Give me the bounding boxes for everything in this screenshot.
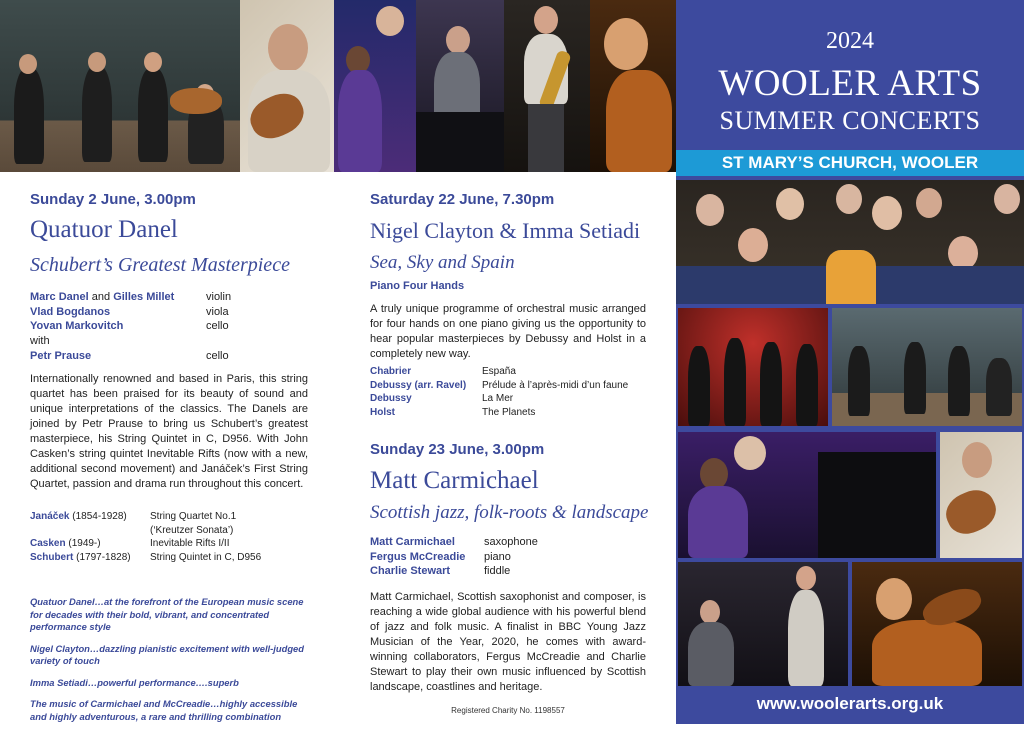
venue: ST MARY’S CHURCH, WOOLER: [721, 153, 979, 172]
jazz-duo-photo: [678, 562, 848, 686]
concert3-artist: Matt Carmichael: [370, 467, 539, 494]
performer-name: Marc Danel: [30, 291, 89, 303]
piano-duo-photo: [678, 432, 936, 558]
performer-row: [370, 535, 538, 550]
composer-dates: (1854-1928): [72, 511, 127, 522]
performer-role: violin: [206, 291, 232, 303]
performer-row: [370, 550, 538, 565]
performer-row: [370, 564, 538, 579]
performer-role: cello: [206, 349, 229, 362]
concert3-date: Sunday 23 June, 3.00pm: [370, 441, 545, 458]
programme-row: [370, 379, 628, 393]
programme-row: [370, 406, 628, 420]
programme-row: [370, 365, 628, 379]
violinist-photo-small: [940, 432, 1022, 558]
charity-number: Registered Charity No. 1198557: [451, 706, 565, 715]
concert1-date: Sunday 2 June, 3.00pm: [30, 191, 196, 208]
festival-title-line1: WOOLER ARTS: [718, 63, 982, 104]
performer-name: Petr Prause: [30, 349, 92, 362]
programme-row: [30, 524, 261, 538]
composer: Casken: [30, 538, 66, 549]
composer-dates: (1797-1828): [76, 551, 131, 563]
concert1-subtitle: Schubert’s Greatest Masterpiece: [30, 254, 290, 276]
performer-row: [30, 349, 231, 364]
concert2-description: A truly unique programme of orchestral music arranged for four hands on one piano giving us the opportunity to hear popular masterpieces by Debussy and Holst in a completely new way.: [370, 303, 646, 360]
performer-role: fiddle: [484, 565, 511, 578]
choir-photo: [676, 180, 1024, 304]
work: Prélude à l’après-midi d’un faune: [482, 379, 629, 391]
press-quotes: [30, 596, 312, 732]
programme-row: [30, 510, 261, 524]
press-quote: Quatuor Danel…at the forefront of the European music scene for decades with their bold, vibrant, and concentrated performance style: [30, 596, 304, 632]
work: España: [482, 366, 516, 377]
concert2-date: Saturday 22 June, 7.30pm: [370, 191, 555, 208]
performer-role: viola: [206, 305, 229, 318]
pianist-photo: [334, 0, 416, 172]
work: Inevitable Rifts I/II: [150, 538, 230, 549]
saxophonist-photo: [504, 0, 590, 172]
concert3-subtitle: Scottish jazz, folk-roots & landscape: [370, 502, 649, 523]
composer: Chabrier: [370, 366, 412, 377]
concert2-subtitle: Sea, Sky and Spain: [370, 252, 515, 273]
performer-name: Gilles Millet: [113, 291, 175, 303]
performer-role: piano: [484, 550, 511, 563]
work: String Quintet in C, D956: [150, 551, 262, 563]
composer: Janáček: [30, 511, 70, 522]
programme-row: [30, 551, 261, 565]
fiddler-photo: [590, 0, 676, 172]
concert1-artist: Quatuor Danel: [30, 216, 178, 243]
work: The Planets: [482, 406, 536, 418]
performer-name: Matt Carmichael: [370, 536, 455, 548]
performer-joiner: and: [91, 291, 111, 303]
performer-row: [30, 319, 231, 334]
press-quote: Nigel Clayton…dazzling pianistic excitement with well-judged variety of touch: [30, 642, 304, 666]
performer-role: cello: [206, 320, 229, 333]
work: La Mer: [482, 393, 514, 404]
performer-name: Yovan Markovitch: [30, 320, 124, 333]
festival-title-line2: SUMMER CONCERTS: [719, 106, 981, 135]
concert3-description: Matt Carmichael, Scottish saxophonist and composer, is reaching a wide global audience with his powerful blend of jazz and folk music. A finalist in BBC Young Jazz Musician of the Year, 2020, he comes with award-winning collaborators, Fergus McCreadie and Charlie Stewart to play their own music influenced by Scottish landscape, coastlines and heritage.: [370, 591, 646, 693]
concert1-performers: [30, 290, 231, 364]
programme-row: [30, 537, 261, 551]
work: String Quartet No.1: [150, 511, 237, 522]
composer: Debussy: [370, 393, 412, 404]
press-quote: Imma Setiadi…powerful performance….superb: [30, 676, 239, 688]
performer-name: Vlad Bogdanos: [30, 305, 111, 318]
performer-with: with: [30, 335, 50, 348]
composer-dates: (1949-): [68, 538, 101, 549]
performer-row: [30, 305, 231, 320]
concert2-programme: [370, 365, 628, 419]
quartet-photo-small: [832, 308, 1022, 426]
quartet-photo: [0, 0, 240, 172]
composer: Debussy (arr. Ravel): [370, 379, 467, 391]
performer-name: Charlie Stewart: [370, 565, 451, 578]
concert1-programme: [30, 510, 261, 564]
performer-role: saxophone: [484, 536, 538, 548]
work-subtitle: (‘Kreutzer Sonata’): [150, 524, 234, 536]
performer-row: [30, 290, 231, 305]
violinist-photo: [240, 0, 334, 172]
performer-name: Fergus McCreadie: [370, 550, 466, 563]
composer: Schubert: [30, 551, 74, 563]
press-quote: The music of Carmichael and McCreadie…highly accessible and highly adventurous, a rare and thrilling combination: [30, 698, 298, 722]
composer: Holst: [370, 406, 395, 418]
concert3-performers: [370, 535, 538, 579]
programme-row: [370, 392, 628, 406]
brass-ensemble-photo: [678, 308, 828, 426]
pianist-performing-photo: [416, 0, 504, 172]
concert2-performance-title: Piano Four Hands: [370, 280, 465, 292]
performer-row: [30, 334, 231, 349]
concert2-artist: Nigel Clayton & Imma Setiadi: [370, 218, 641, 243]
website[interactable]: www.woolerarts.org.uk: [756, 694, 944, 713]
year: 2024: [826, 28, 874, 54]
concert1-description: Internationally renowned and based in Paris, this string quartet has been praised for its beauty of sound and unique interpretations of the classics. The Danels are joined by Petr Prause to bring us Schubert’s greatest masterpiece, his String Quintet in C, D956. With John Casken’s string quintet Inevitable Rifts (now with a new, additional second movement) and Janáček’s First String Quartet, passion and drama run throughout this concert.: [30, 373, 308, 490]
fiddler-photo-small: [852, 562, 1022, 686]
